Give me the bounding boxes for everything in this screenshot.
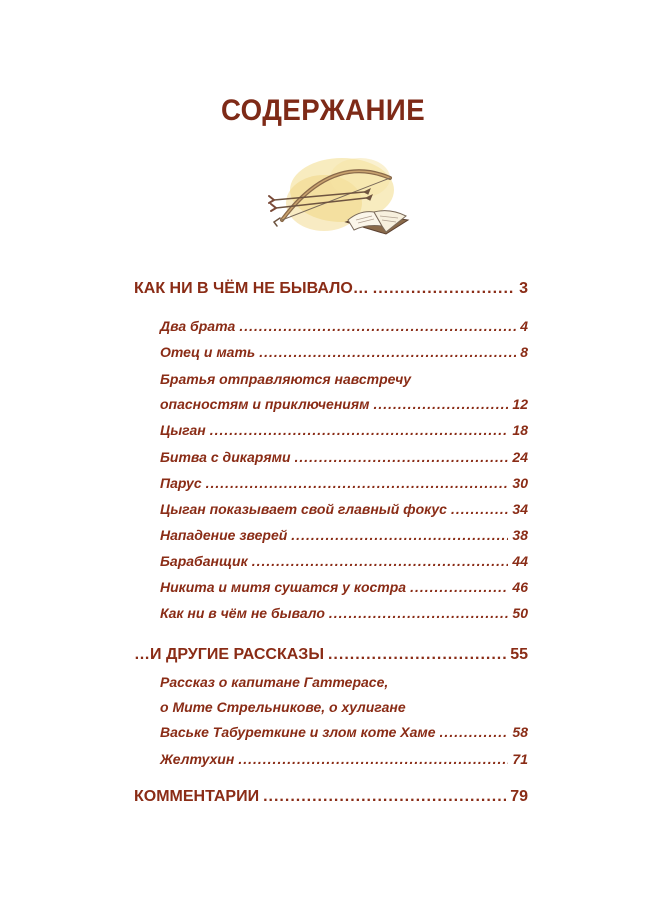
toc-entry-title: Цыган bbox=[160, 422, 206, 438]
toc-entry-page: 38 bbox=[512, 527, 528, 543]
dot-leader bbox=[206, 475, 509, 491]
toc-entry-title: Никита и митя сушатся у костра bbox=[160, 579, 407, 595]
toc-entry bbox=[160, 605, 528, 621]
toc-entry-title-line: Братья отправляются навстречу bbox=[160, 371, 412, 387]
toc-entry-page: 55 bbox=[510, 646, 528, 663]
toc-entry-title: Барабанщик bbox=[160, 553, 248, 569]
toc-entry-page: 46 bbox=[512, 579, 528, 595]
toc-entry-page: 79 bbox=[510, 788, 528, 805]
toc-entry-title: КАК НИ В ЧЁМ НЕ БЫВАЛО… bbox=[134, 280, 369, 297]
toc-entry-title: Желтухин bbox=[160, 751, 235, 767]
toc-entry-page: 24 bbox=[512, 449, 528, 465]
page-title: СОДЕРЖАНИЕ bbox=[220, 94, 426, 127]
toc-entry-part2 bbox=[134, 646, 528, 664]
illustration bbox=[262, 148, 412, 248]
dot-leader bbox=[291, 527, 508, 543]
dot-leader bbox=[373, 280, 515, 298]
toc-entry bbox=[160, 579, 528, 595]
dot-leader bbox=[252, 553, 509, 569]
toc-entry-title-line: о Мите Стрельникове, о хулигане bbox=[160, 699, 406, 715]
toc-entry-title: опасностям и приключениям bbox=[160, 396, 370, 412]
toc-entry-page: 18 bbox=[512, 422, 528, 438]
dot-leader bbox=[440, 724, 509, 740]
toc-entry-title: …И ДРУГИЕ РАССКАЗЫ bbox=[134, 646, 324, 663]
dot-leader bbox=[295, 449, 509, 465]
toc-entry-title: Два брата bbox=[160, 318, 236, 334]
toc-entry-title: Битва с дикарями bbox=[160, 449, 291, 465]
toc-entry-page: 44 bbox=[512, 553, 528, 569]
dot-leader bbox=[239, 318, 516, 334]
dot-leader bbox=[410, 579, 508, 595]
toc-entry-title: Ваське Табуреткине и злом коте Хаме bbox=[160, 724, 436, 740]
toc-entry bbox=[160, 527, 528, 543]
toc-entry-page: 58 bbox=[512, 724, 528, 740]
toc-entry-page: 12 bbox=[512, 396, 528, 412]
toc-entry bbox=[160, 318, 528, 334]
dot-leader bbox=[373, 396, 508, 412]
toc-entry-page: 8 bbox=[520, 344, 528, 360]
toc-entry-title: Парус bbox=[160, 475, 202, 491]
toc-entry-title: КОММЕНТАРИИ bbox=[134, 788, 260, 805]
toc-entry-title: Отец и мать bbox=[160, 344, 256, 360]
dot-leader bbox=[259, 344, 516, 360]
toc-entry-page: 34 bbox=[512, 501, 528, 517]
toc-entry-comments bbox=[134, 788, 528, 806]
toc-entry-part1 bbox=[134, 280, 528, 298]
dot-leader bbox=[210, 422, 509, 438]
toc-entry bbox=[160, 501, 528, 517]
toc-entry-page: 3 bbox=[519, 280, 528, 297]
toc-entry bbox=[160, 396, 528, 412]
dot-leader bbox=[238, 751, 508, 767]
toc-entry bbox=[160, 475, 528, 491]
dot-leader bbox=[329, 605, 509, 621]
toc-entry bbox=[160, 553, 528, 569]
toc-entry-page: 71 bbox=[512, 751, 528, 767]
dot-leader bbox=[328, 646, 506, 664]
toc-entry-page: 50 bbox=[512, 605, 528, 621]
toc-entry-title-line: Рассказ о капитане Гаттерасе, bbox=[160, 674, 389, 690]
dot-leader bbox=[451, 501, 508, 517]
toc-entry bbox=[160, 751, 528, 767]
toc-entry-page: 4 bbox=[520, 318, 528, 334]
toc-entry-page: 30 bbox=[512, 475, 528, 491]
toc-entry bbox=[160, 344, 528, 360]
dot-leader bbox=[263, 788, 506, 806]
toc-entry-title: Как ни в чём не бывало bbox=[160, 605, 325, 621]
toc-entry bbox=[160, 449, 528, 465]
toc-entry bbox=[160, 422, 528, 438]
toc-entry-title: Цыган показывает свой главный фокус bbox=[160, 501, 447, 517]
toc-entry-title: Нападение зверей bbox=[160, 527, 288, 543]
toc-entry bbox=[160, 724, 528, 740]
